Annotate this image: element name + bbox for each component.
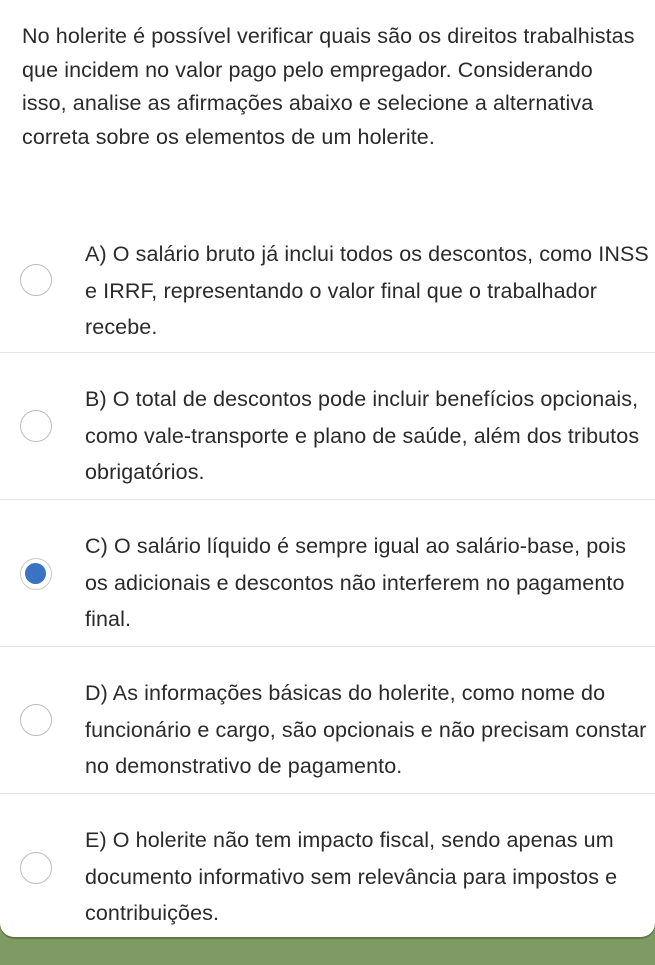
option-e-text: E) O holerite não tem impacto fiscal, sendo apenas um documento informativo sem relevância para impostos e contribuições. xyxy=(85,828,618,925)
radio-button-b[interactable] xyxy=(20,410,52,442)
option-b[interactable] xyxy=(0,353,655,499)
option-a-text: A) O salário bruto já inclui todos os descontos, como INSS e IRRF, representando o valor final que o trabalhador recebe. xyxy=(85,242,649,339)
radio-button-c[interactable] xyxy=(20,558,52,590)
question-text: No holerite é possível verificar quais são os direitos trabalhistas que incidem no valor pago pelo empregador. Considerando isso, analise as afirmações abaixo e selecione a alternativa correta sobre os elementos de um holerite. xyxy=(22,24,635,149)
radio-button-e[interactable] xyxy=(20,852,52,884)
option-c-text: C) O salário líquido é sempre igual ao salário-base, pois os adicionais e descontos não interferem no pagamento final. xyxy=(85,534,627,631)
option-b-text: B) O total de descontos pode incluir benefícios opcionais, como vale-transporte e plano de saúde, além dos tributos obrigatórios. xyxy=(85,387,640,484)
radio-button-d[interactable] xyxy=(20,704,52,736)
option-c[interactable] xyxy=(0,500,655,646)
radio-button-a[interactable] xyxy=(20,264,52,296)
radio-selected-dot xyxy=(25,563,46,584)
option-a[interactable] xyxy=(0,226,655,352)
option-d-text: D) As informações básicas do holerite, como nome do funcionário e cargo, são opcionais e não precisam constar no demonstrativo de pagamento. xyxy=(85,681,647,778)
option-d[interactable] xyxy=(0,647,655,793)
option-e[interactable] xyxy=(0,794,655,937)
